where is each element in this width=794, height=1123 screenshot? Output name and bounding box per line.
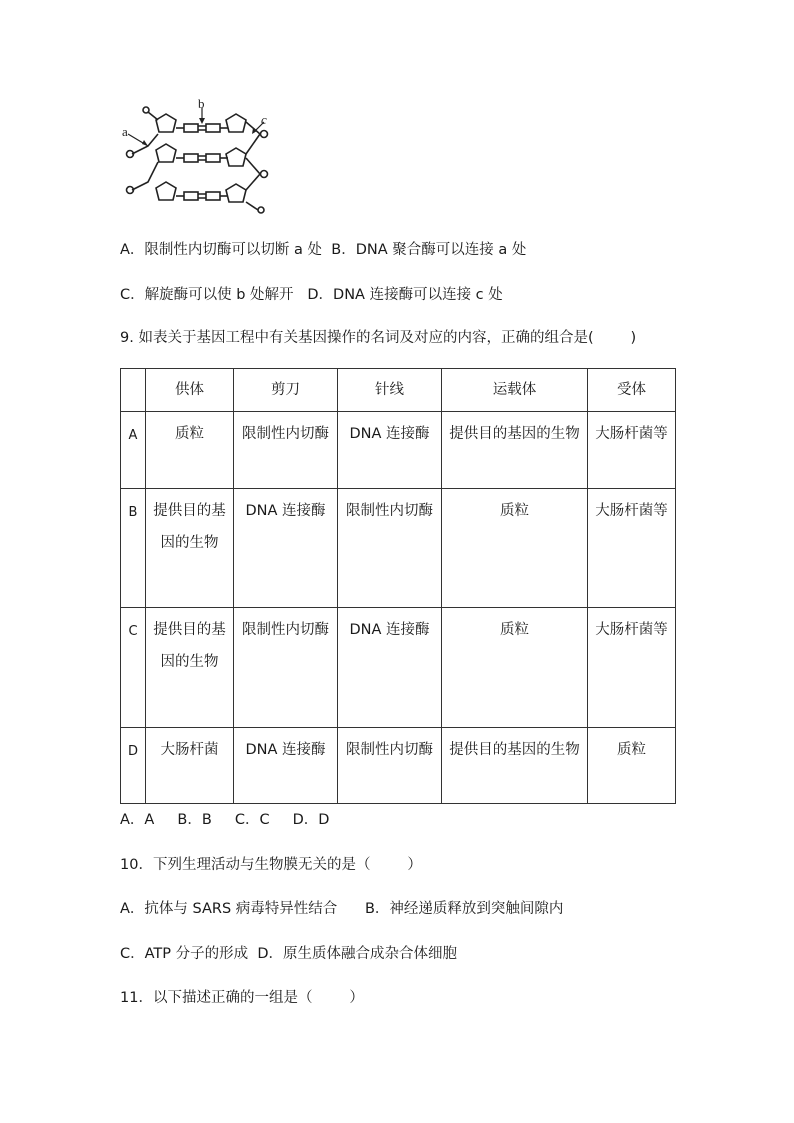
table-row [121,608,676,728]
label-c: c [261,112,267,127]
table-cell: 大肠杆菌等 [595,503,668,519]
q9-options: A．A B．B C．C D．D [120,812,330,828]
header-cell: 针线 [338,369,442,412]
table-cell: DNA 连接酶 [245,503,326,519]
table-header-row [121,369,676,412]
q10-options-cd: C．ATP 分子的形成 D．原生质体融合成杂合体细胞 [120,946,458,962]
dna-structure-diagram [118,98,278,218]
table-row [121,728,676,804]
table-cell: 限制性内切酶 [346,503,433,519]
header-cell: 供体 [146,369,234,412]
table-cell: 质粒 [500,622,529,638]
q10-stem: 10．下列生理活动与生物膜无关的是（ ） [120,857,422,873]
table-cell: 限制性内切酶 [242,622,329,638]
header-cell: 运载体 [442,369,588,412]
table-cell: 质粒 [500,503,529,519]
table-cell: 提供目的基因的生物 [153,622,226,670]
row-label: B [121,489,146,608]
table-cell: DNA 连接酶 [349,622,430,638]
row-label: C [121,608,146,728]
table-row [121,489,676,608]
table-cell: DNA 连接酶 [349,426,430,442]
table-cell: 大肠杆菌 [160,742,219,758]
header-cell [121,369,146,412]
table-cell: 大肠杆菌等 [595,426,668,442]
header-cell: 剪刀 [234,369,338,412]
q11-stem: 11．以下描述正确的一组是（ ） [120,990,364,1006]
label-b: b [198,98,205,111]
table-cell: 提供目的基因的生物 [449,742,580,758]
table-row [121,412,676,489]
q8-options-ab: A．限制性内切酶可以切断 a 处 B．DNA 聚合酶可以连接 a 处 [120,242,527,258]
table-cell: 限制性内切酶 [346,742,433,758]
table-cell: 限制性内切酶 [242,426,329,442]
table-cell: DNA 连接酶 [245,742,326,758]
q10-options-ab: A．抗体与 SARS 病毒特异性结合 B．神经递质释放到突触间隙内 [120,901,564,917]
label-a: a [122,124,128,139]
header-cell: 受体 [588,369,676,412]
table-cell: 质粒 [617,742,646,758]
q9-table [120,368,676,804]
table-cell: 质粒 [175,426,204,442]
q9-stem: 9. 如表关于基因工程中有关基因操作的名词及对应的内容，正确的组合是( ) [120,330,637,346]
table-cell: 大肠杆菌等 [595,622,668,638]
row-label: A [121,412,146,489]
q8-options-cd: C．解旋酶可以使 b 处解开 D．DNA 连接酶可以连接 c 处 [120,287,503,303]
table-cell: 提供目的基因的生物 [449,426,580,442]
row-label: D [121,728,146,804]
table-cell: 提供目的基因的生物 [153,503,226,551]
